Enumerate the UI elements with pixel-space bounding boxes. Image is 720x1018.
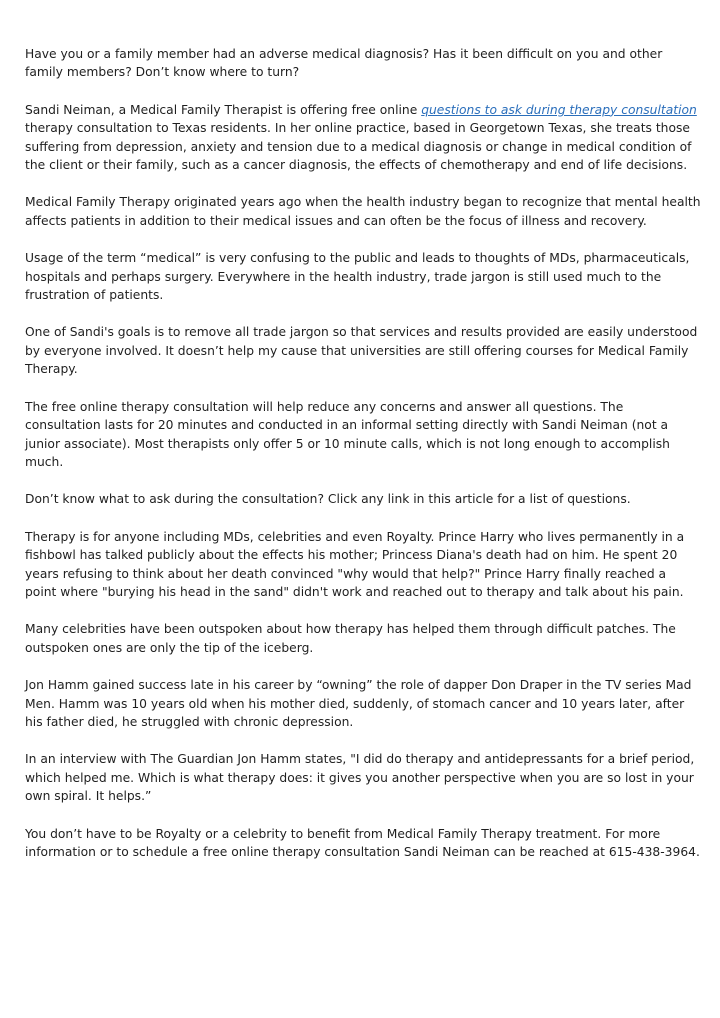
paragraph-what-to-ask: Don’t know what to ask during the consultation? Click any link in this article for a list of questions. — [25, 492, 631, 507]
paragraph-intro: Have you or a family member had an adverse medical diagnosis? Has it been difficult on you and other family members? Don’t know where to turn? — [25, 47, 663, 80]
questions-link[interactable]: questions to ask during therapy consultation — [421, 102, 697, 117]
paragraph-guardian-quote: In an interview with The Guardian Jon Hamm states, "I did do therapy and antidepressants for a brief period, which helped me. Which is what therapy does: it gives you another perspective when you are so lost in your own spiral. It helps.” — [25, 752, 695, 804]
paragraph-consultation: The free online therapy consultation will help reduce any concerns and answer all questions. The consultation lasts for 20 minutes and conducted in an informal setting directly with Sandi Neiman (not a junior associate). Most therapists only offer 5 or 10 minute calls, which is not long enough to accomplish much. — [25, 399, 670, 469]
paragraph-term-medical: Usage of the term “medical” is very confusing to the public and leads to thoughts of MDs, pharmaceuticals, hospitals and perhaps surgery. Everywhere in the health industry, trade jargon is still used much to the frustration of patients. — [25, 251, 690, 303]
paragraph-celebrities: Many celebrities have been outspoken about how therapy has helped them through difficult patches. The outspoken ones are only the tip of the iceberg. — [25, 622, 676, 655]
article-body — [25, 45, 701, 880]
paragraph-text: therapy consultation to Texas residents. In her online practice, based in Georgetown Texas, she treats those suffering from depression, anxiety and tension due to a medical diagnosis or change in medical condition of the client or their family, such as a cancer diagnosis, the effects of chemotherapy and end of life decisions. — [25, 121, 692, 173]
paragraph-goals: One of Sandi's goals is to remove all trade jargon so that services and results provided are easily understood by everyone involved. It doesn’t help my cause that universities are still offering courses for Medical Family Therapy. — [25, 325, 698, 377]
paragraph-sandi-neiman — [25, 101, 701, 175]
paragraph-jon-hamm: Jon Hamm gained success late in his career by “owning” the role of dapper Don Draper in the TV series Mad Men. Hamm was 10 years old when his mother died, suddenly, of stomach cancer and 10 years later, after his father died, he struggled with chronic depression. — [25, 678, 692, 729]
paragraph-origin: Medical Family Therapy originated years ago when the health industry began to recognize that mental health affects patients in addition to their medical issues and can often be the focus of illness and recovery. — [25, 195, 701, 228]
paragraph-contact: You don’t have to be Royalty or a celebrity to benefit from Medical Family Therapy treatment. For more information or to schedule a free online therapy consultation Sandi Neiman can be reached at 615-438-3964. — [25, 826, 700, 859]
paragraph-text: Sandi Neiman, a Medical Family Therapist is offering free online — [25, 102, 422, 117]
paragraph-prince-harry: Therapy is for anyone including MDs, celebrities and even Royalty. Prince Harry who lives permanently in a fishbowl has talked publicly about the effects his mother; Princess Diana's death had on him. He spent 20 years refusing to think about her death convinced "why would that help?" Prince Harry finally reached a point where "burying his head in the sand" didn't work and reached out to therapy and talk about his pain. — [25, 529, 685, 599]
